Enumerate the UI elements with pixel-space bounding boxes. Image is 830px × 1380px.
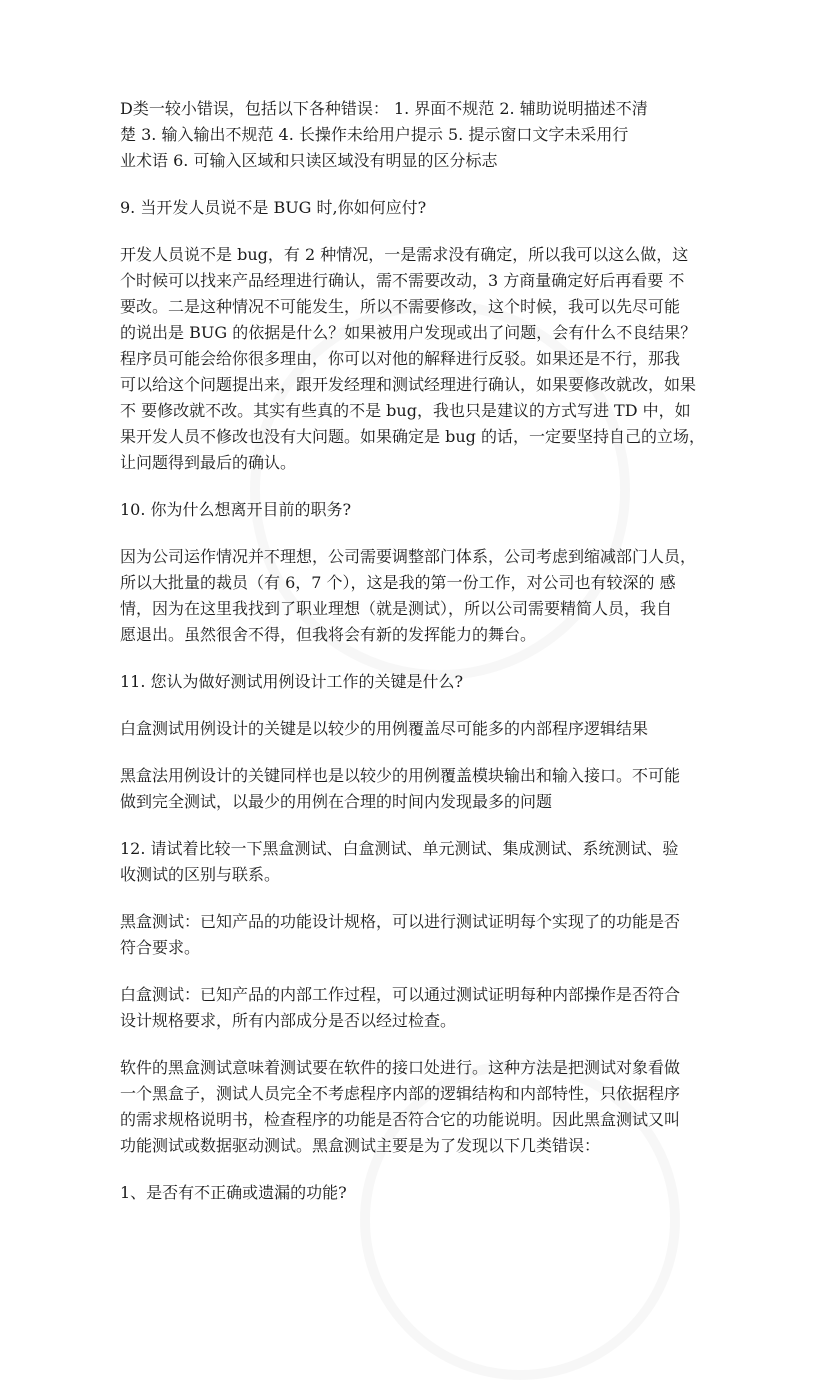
text-line: 楚 3. 输入输出不规范 4. 长操作未给用户提示 5. 提示窗口文字未采用行 <box>120 125 629 144</box>
paragraph-gap <box>120 174 720 195</box>
text-line: 黑盒测试：已知产品的功能设计规格，可以进行测试证明每个实现了的功能是否 <box>120 912 681 931</box>
text-line: 软件的黑盒测试意味着测试要在软件的接口处进行。这种方法是把测试对象看做 <box>120 1058 681 1077</box>
paragraph-gap <box>120 961 720 982</box>
paragraph-gap <box>120 695 720 716</box>
text-line: 让问题得到最后的确认。 <box>120 453 297 472</box>
paragraph-gap <box>120 476 720 497</box>
text-line: 果开发人员不修改也没有大问题。如果确定是 bug 的话，一定要坚持自己的立场， <box>120 427 705 446</box>
text-line: 白盒测试用例设计的关键是以较少的用例覆盖尽可能多的内部程序逻辑结果 <box>120 719 649 738</box>
text-line: 符合要求。 <box>120 938 201 957</box>
paragraph-gap <box>120 648 720 669</box>
text-line: 可以给这个问题提出来，跟开发经理和测试经理进行确认，如果要修改就改，如果 <box>120 375 697 394</box>
paragraph-gap <box>120 815 720 836</box>
paragraph-gap <box>120 221 720 242</box>
text-line: D类一较小错误，包括以下各种错误： 1. 界面不规范 2. 辅助说明描述不清 <box>120 99 648 118</box>
text-line: 功能测试或数据驱动测试。黑盒测试主要是为了发现以下几类错误： <box>120 1136 601 1155</box>
text-line: 因为公司运作情况并不理想，公司需要调整部门体系，公司考虑到缩减部门人员， <box>120 547 697 566</box>
text-line: 白盒测试：已知产品的内部工作过程，可以通过测试证明每种内部操作是否符合 <box>120 985 681 1004</box>
text-line: 个时候可以找来产品经理进行确认，需不需要改动，3 方商量确定好后再看要 不 <box>120 271 685 290</box>
text-line: 开发人员说不是 bug，有 2 种情况，一是需求没有确定，所以我可以这么做，这 <box>120 245 689 264</box>
paragraph-gap <box>120 888 720 909</box>
document-body <box>120 96 720 1206</box>
text-line: 的需求规格说明书，检查程序的功能是否符合它的功能说明。因此黑盒测试又叫 <box>120 1110 681 1129</box>
paragraph-gap <box>120 523 720 544</box>
text-line: 1、是否有不正确或遗漏的功能? <box>120 1183 347 1202</box>
text-line: 的说出是 BUG 的依据是什么？如果被用户发现或出了问题，会有什么不良结果？ <box>120 323 697 342</box>
text-line: 设计规格要求，所有内部成分是否以经过检查。 <box>120 1011 457 1030</box>
paragraph-gap <box>120 742 720 763</box>
text-line: 收测试的区别与联系。 <box>120 865 281 884</box>
text-line: 黑盒法用例设计的关键同样也是以较少的用例覆盖模块输出和输入接口。不可能 <box>120 766 681 785</box>
text-line: 要改。二是这种情况不可能发生，所以不需要修改，这个时候，我可以先尽可能 <box>120 297 681 316</box>
text-line: 10. 你为什么想离开目前的职务? <box>120 500 352 519</box>
text-line: 情，因为在这里我找到了职业理想（就是测试），所以公司需要精简人员，我自 <box>120 599 673 618</box>
text-line: 不 要修改就不改。其实有些真的不是 bug，我也只是建议的方式写进 TD 中，如 <box>120 401 691 420</box>
text-line: 一个黑盒子，测试人员完全不考虑程序内部的逻辑结构和内部特性，只依据程序 <box>120 1084 681 1103</box>
text-line: 11. 您认为做好测试用例设计工作的关键是什么? <box>120 672 464 691</box>
text-line: 12. 请试着比较一下黑盒测试、白盒测试、单元测试、集成测试、系统测试、验 <box>120 839 679 858</box>
paragraph-gap <box>120 1159 720 1180</box>
text-line: 所以大批量的裁员（有 6，7 个），这是我的第一份工作，对公司也有较深的 感 <box>120 573 676 592</box>
text-line: 愿退出。虽然很舍不得，但我将会有新的发挥能力的舞台。 <box>120 625 537 644</box>
text-line: 业术语 6. 可输入区域和只读区域没有明显的区分标志 <box>120 151 498 170</box>
text-line: 做到完全测试，以最少的用例在合理的时间内发现最多的问题 <box>120 792 553 811</box>
paragraph-gap <box>120 1034 720 1055</box>
text-line: 程序员可能会给你很多理由，你可以对他的解释进行反驳。如果还是不行，那我 <box>120 349 681 368</box>
text-line: 9. 当开发人员说不是 BUG 时,你如何应付? <box>120 198 427 217</box>
